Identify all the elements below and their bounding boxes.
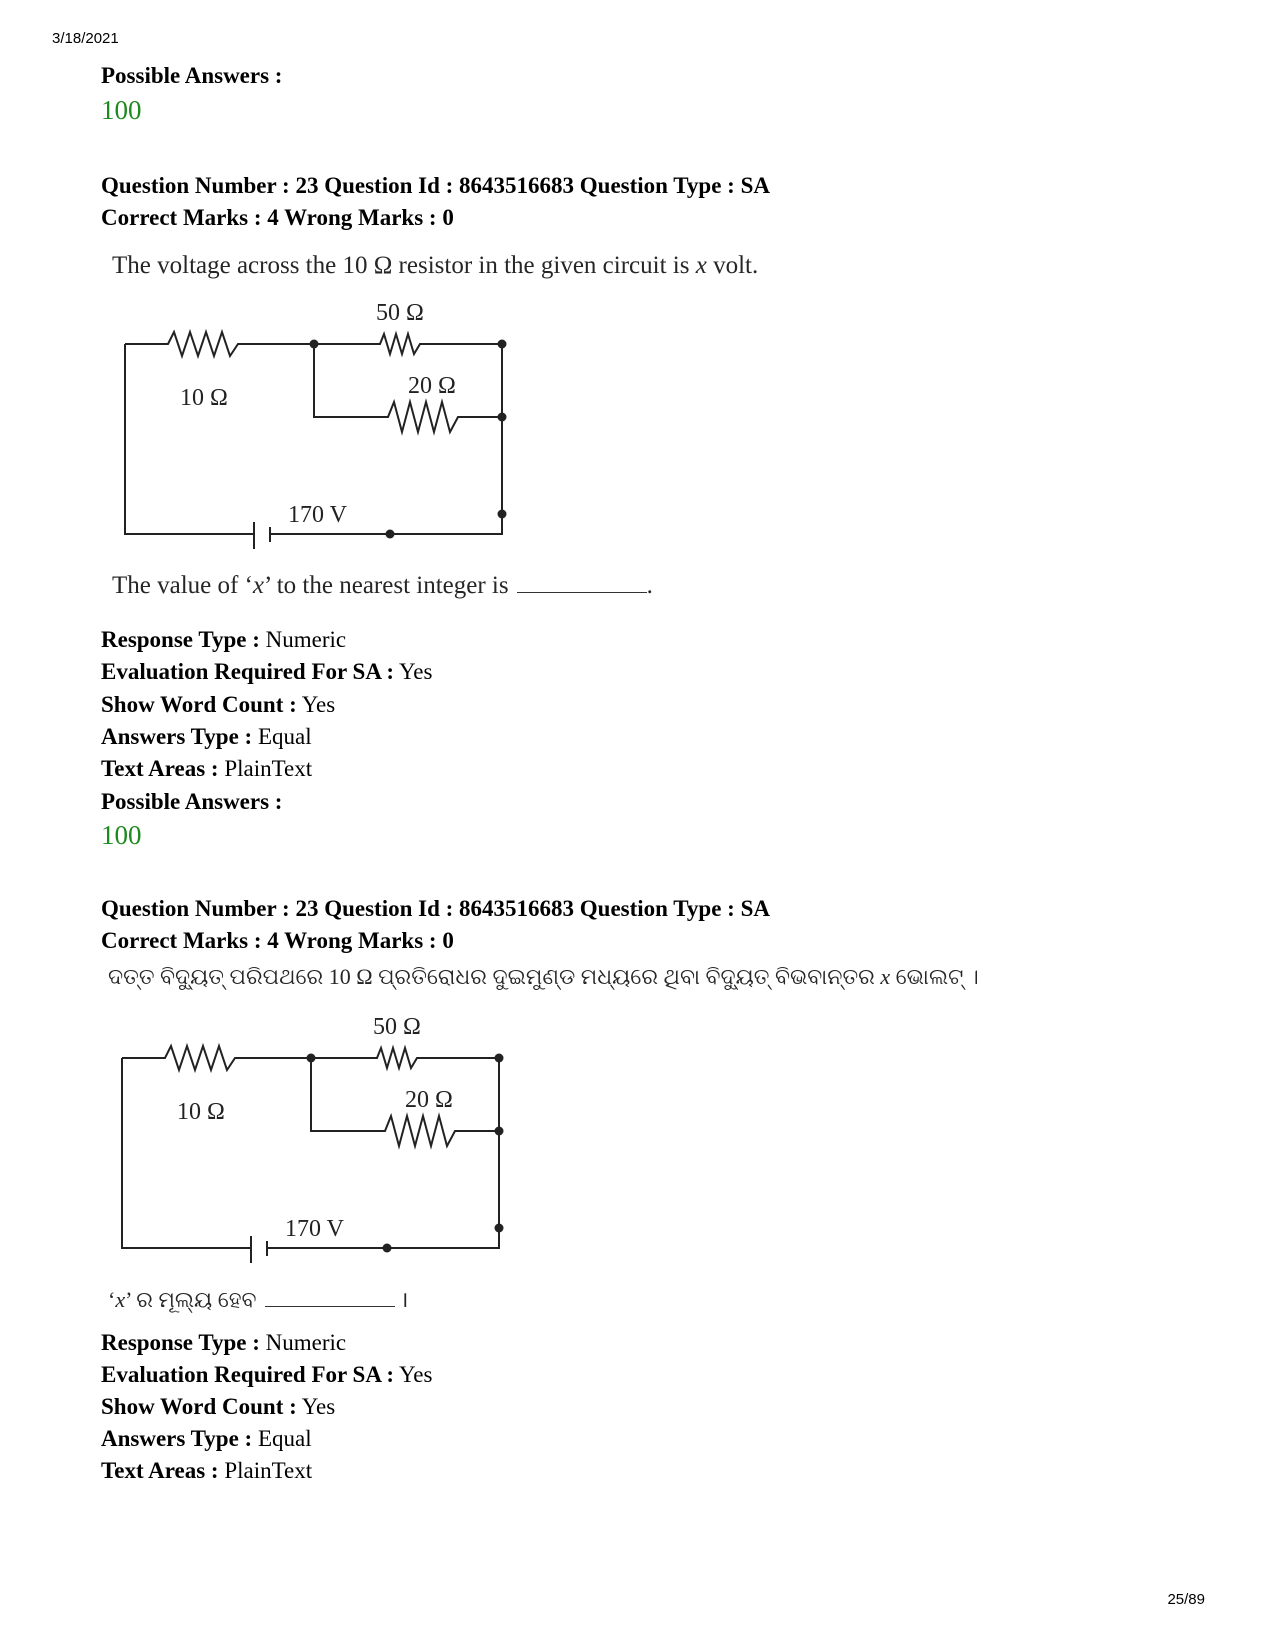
circuit-diagram [107,1006,537,1276]
prev-possible-answers-label: Possible Answers : [101,63,283,88]
marks-line: Correct Marks : 4 Wrong Marks : 0 [101,205,454,230]
answer-blank [265,1288,395,1307]
question-prompt: ‘x’ ର ମୂଲ୍ୟ ହେବ । [108,1287,409,1312]
show-word-count-line: Show Word Count : Yes [101,1394,336,1419]
resistor-10-label: 10 Ω [180,385,228,411]
answers-type-line: Answers Type : Equal [101,724,312,749]
evaluation-required-line: Evaluation Required For SA : Yes [101,1362,433,1387]
resistor-50-label: 50 Ω [376,300,424,326]
resistor-20-label: 20 Ω [405,1087,453,1113]
resistor-20-label: 20 Ω [408,373,456,399]
answers-type-line: Answers Type : Equal [101,1426,312,1451]
question-prompt: The value of ‘x’ to the nearest integer is . [112,572,653,599]
prev-answer: 100 [101,95,142,125]
page-number: 25/89 [1167,1591,1205,1608]
marks-line: Correct Marks : 4 Wrong Marks : 0 [101,928,454,953]
question-header: Question Number : 23 Question Id : 8643516683 Question Type : SA [101,173,770,198]
source-voltage-label: 170 V [285,1216,344,1242]
question-stem: The voltage across the 10 Ω resistor in the given circuit is x volt. [112,252,759,279]
answer-blank [517,574,647,593]
possible-answers-label: Possible Answers : [101,789,283,814]
print-date: 3/18/2021 [52,30,119,47]
text-areas-line: Text Areas : PlainText [101,756,313,781]
text-areas-line: Text Areas : PlainText [101,1458,313,1483]
circuit-diagram [110,292,540,562]
resistor-50-label: 50 Ω [373,1014,421,1040]
resistor-10-label: 10 Ω [177,1099,225,1125]
question-header: Question Number : 23 Question Id : 8643516683 Question Type : SA [101,896,770,921]
source-voltage-label: 170 V [288,502,347,528]
question-stem: ଦତ୍ତ ବିଦ୍ୟୁତ୍ ପରିପଥରେ 10 Ω ପ୍ରତିରୋଧର ଦୁଇମୁଣ୍ଡ ମଧ୍ୟରେ ଥିବା ବିଦ୍ୟୁତ୍ ବିଭବାନ୍ତର x ଭୋଲଟ୍ । [108,964,979,989]
show-word-count-line: Show Word Count : Yes [101,692,336,717]
response-type-line: Response Type : Numeric [101,1330,347,1355]
evaluation-required-line: Evaluation Required For SA : Yes [101,659,433,684]
possible-answer: 100 [101,820,142,850]
response-type-line: Response Type : Numeric [101,627,347,652]
